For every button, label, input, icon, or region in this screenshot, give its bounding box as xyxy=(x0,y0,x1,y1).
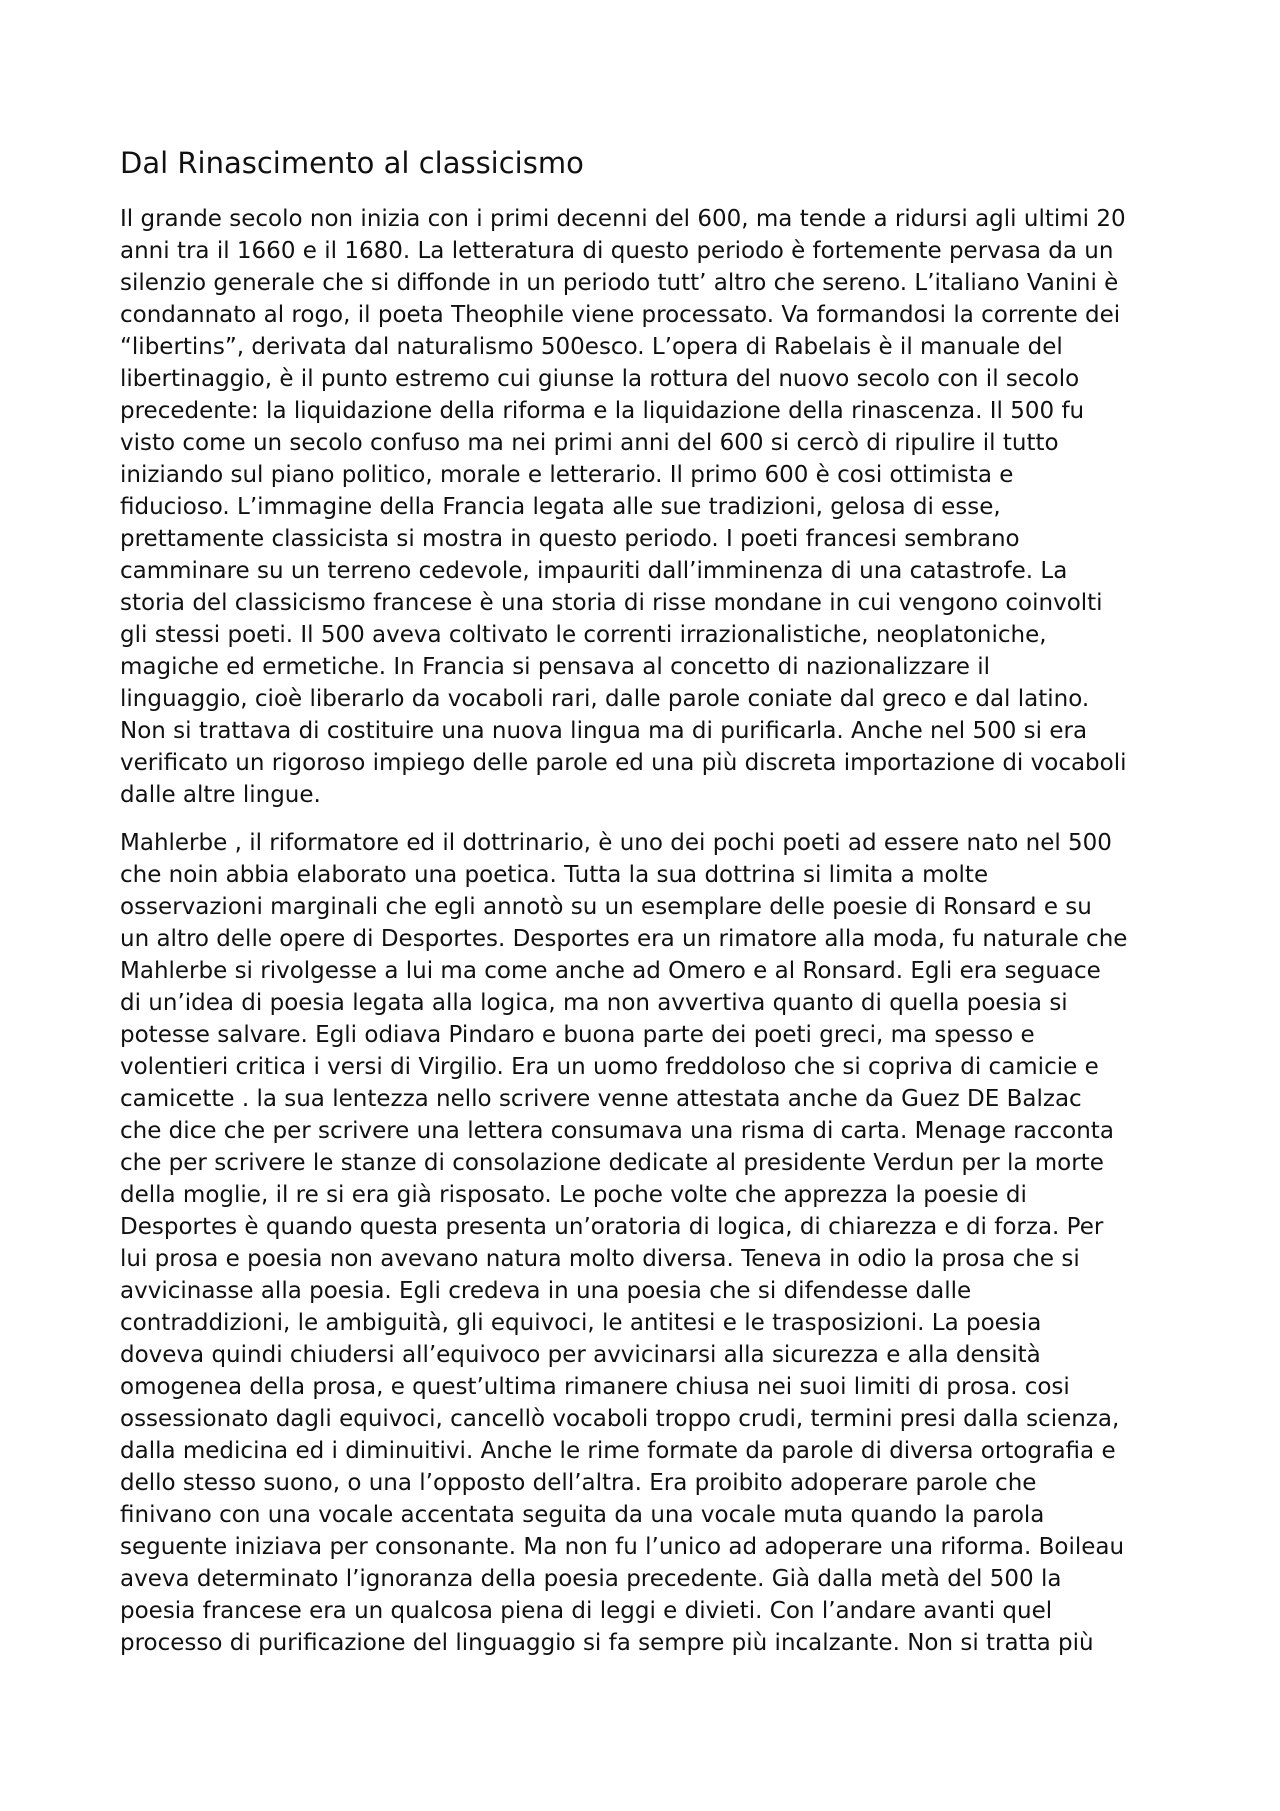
paragraph-2 xyxy=(120,827,1170,1659)
text-line: finivano con una vocale accentata seguita da una vocale muta quando la parola xyxy=(120,1501,1045,1528)
text-line: magiche ed ermetiche. In Francia si pensava al concetto di nazionalizzare il xyxy=(120,653,990,680)
text-line: storia del classicismo francese è una storia di risse mondane in cui vengono coinvolti xyxy=(120,589,1103,616)
text-line: libertinaggio, è il punto estremo cui giunse la rottura del nuovo secolo con il secolo xyxy=(120,365,1080,392)
text-line: contraddizioni, le ambiguità, gli equivoci, le antitesi e le trasposizioni. La poesia xyxy=(120,1309,1042,1336)
text-line: Mahlerbe , il riformatore ed il dottrinario, è uno dei pochi poeti ad essere nato nel 500 xyxy=(120,829,1112,856)
text-line: dalle altre lingue. xyxy=(120,781,321,808)
text-line: potesse salvare. Egli odiava Pindaro e buona parte dei poeti greci, ma spesso e xyxy=(120,1021,1035,1048)
text-line: precedente: la liquidazione della riforma e la liquidazione della rinascenza. Il 500 fu xyxy=(120,397,1085,424)
text-line: anni tra il 1660 e il 1680. La letteratura di questo periodo è fortemente pervasa da un xyxy=(120,237,1114,264)
text-line: visto come un secolo confuso ma nei primi anni del 600 si cercò di ripulire il tutto xyxy=(120,429,1059,456)
text-line: doveva quindi chiudersi all’equivoco per avvicinarsi alla sicurezza e alla densità xyxy=(120,1341,1041,1368)
text-line: lui prosa e poesia non avevano natura molto diversa. Teneva in odio la prosa che si xyxy=(120,1245,1080,1272)
text-line: che dice che per scrivere una lettera consumava una risma di carta. Menage racconta xyxy=(120,1117,1114,1144)
text-line: ossessionato dagli equivoci, cancellò vocaboli troppo crudi, termini presi dalla scienza, xyxy=(120,1405,1120,1432)
text-line: verificato un rigoroso impiego delle parole ed una più discreta importazione di vocaboli xyxy=(120,749,1127,776)
text-line: omogenea della prosa, e quest’ultima rimanere chiusa nei suoi limiti di prosa. cosi xyxy=(120,1373,1070,1400)
text-line: poesia francese era un qualcosa piena di leggi e divieti. Con l’andare avanti quel xyxy=(120,1597,1053,1624)
text-line: “libertins”, derivata dal naturalismo 500esco. L’opera di Rabelais è il manuale del xyxy=(120,333,1063,360)
text-line: fiducioso. L’immagine della Francia legata alle sue tradizioni, gelosa di esse, xyxy=(120,493,1001,520)
text-line: Mahlerbe si rivolgesse a lui ma come anche ad Omero e al Ronsard. Egli era seguace xyxy=(120,957,1101,984)
text-line: che per scrivere le stanze di consolazione dedicate al presidente Verdun per la morte xyxy=(120,1149,1104,1176)
text-line: aveva determinato l’ignoranza della poesia precedente. Già dalla metà del 500 la xyxy=(120,1565,1062,1592)
text-line: dello stesso suono, o una l’opposto dell’altra. Era proibito adoperare parole che xyxy=(120,1469,1037,1496)
text-line: della moglie, il re si era già risposato. Le poche volte che apprezza la poesie di xyxy=(120,1181,1027,1208)
text-line: Il grande secolo non inizia con i primi decenni del 600, ma tende a ridursi agli ultimi 20 xyxy=(120,205,1126,232)
text-line: processo di purificazione del linguaggio si fa sempre più incalzante. Non si tratta più xyxy=(120,1629,1094,1656)
text-line: avvicinasse alla poesia. Egli credeva in una poesia che si difendesse dalle xyxy=(120,1277,972,1304)
text-line: camicette . la sua lentezza nello scrivere venne attestata anche da Guez DE Balzac xyxy=(120,1085,1082,1112)
text-line: Non si trattava di costituire una nuova lingua ma di purificarla. Anche nel 500 si era xyxy=(120,717,1088,744)
text-line: un altro delle opere di Desportes. Desportes era un rimatore alla moda, fu naturale che xyxy=(120,925,1128,952)
text-line: iniziando sul piano politico, morale e letterario. Il primo 600 è cosi ottimista e xyxy=(120,461,1014,488)
text-line: silenzio generale che si diffonde in un periodo tutt’ altro che sereno. L’italiano Vanini è xyxy=(120,269,1119,296)
text-line: gli stessi poeti. Il 500 aveva coltivato le correnti irrazionalistiche, neoplatoniche, xyxy=(120,621,1047,648)
text-line: che noin abbia elaborato una poetica. Tutta la sua dottrina si limita a molte xyxy=(120,861,989,888)
text-line: seguente iniziava per consonante. Ma non fu l’unico ad adoperare una riforma. Boileau xyxy=(120,1533,1125,1560)
text-line: volentieri critica i versi di Virgilio. Era un uomo freddoloso che si copriva di camicie e xyxy=(120,1053,1099,1080)
text-line: di un’idea di poesia legata alla logica, ma non avvertiva quanto di quella poesia si xyxy=(120,989,1068,1016)
text-line: dalla medicina ed i diminuitivi. Anche le rime formate da parole di diversa ortografia e xyxy=(120,1437,1116,1464)
document-body xyxy=(120,146,1170,1675)
text-line: linguaggio, cioè liberarlo da vocaboli rari, dalle parole coniate dal greco e dal latino. xyxy=(120,685,1090,712)
text-line: Desportes è quando questa presenta un’oratoria di logica, di chiarezza e di forza. Per xyxy=(120,1213,1104,1240)
text-line: condannato al rogo, il poeta Theophile viene processato. Va formandosi la corrente dei xyxy=(120,301,1121,328)
text-line: prettamente classicista si mostra in questo periodo. I poeti francesi sembrano xyxy=(120,525,1020,552)
document-title: Dal Rinascimento al classicismo xyxy=(120,146,584,180)
text-line: camminare su un terreno cedevole, impauriti dall’imminenza di una catastrofe. La xyxy=(120,557,1068,584)
paragraph-1 xyxy=(120,203,1170,811)
text-line: osservazioni marginali che egli annotò su un esemplare delle poesie di Ronsard e su xyxy=(120,893,1092,920)
